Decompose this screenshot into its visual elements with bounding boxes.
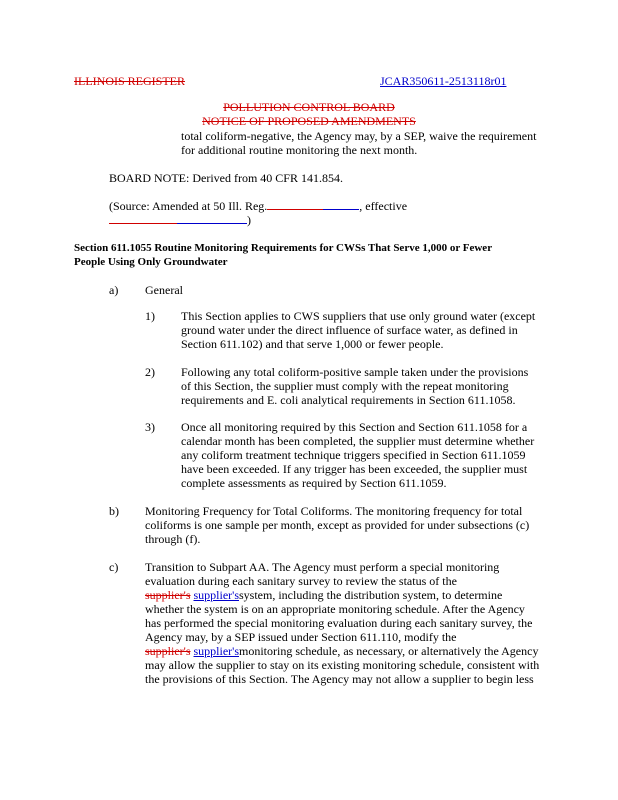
subsection-c-line-9: the provisions of this Section. The Agency may not allow a supplier to begin less xyxy=(145,672,534,686)
section-heading-line-2: People Using Only Groundwater xyxy=(74,256,228,268)
subsection-b-label: b) xyxy=(109,504,119,518)
subsection-c-line-2: evaluation during each sanitary survey to review the status of the xyxy=(145,574,457,588)
item-2-line: of this Section, the supplier must comply with the repeat monitoring xyxy=(181,379,509,393)
register-header: ILLINOIS REGISTER xyxy=(74,74,185,88)
reg-volume-blank xyxy=(267,209,323,210)
item-3-line: any coliform treatment technique triggers specified in Section 611.1059 xyxy=(181,448,526,462)
top-para-line-2: for additional routine monitoring the next month. xyxy=(181,143,418,157)
item-3-line: Once all monitoring required by this Section and Section 611.1058 for a xyxy=(181,420,528,434)
deleted-text: supplier's xyxy=(145,644,191,658)
reg-page-blank xyxy=(323,209,359,210)
effective-date-blank-deleted xyxy=(109,223,177,224)
board-title: POLLUTION CONTROL BOARD xyxy=(223,100,395,114)
item-3-line: have been exceeded. If any trigger has been exceeded, the supplier must xyxy=(181,462,528,476)
subsection-c-line-5: has performed the special monitoring evaluation during each sanitary survey, the xyxy=(145,616,533,630)
subsection-c-line-6: Agency may, by a SEP issued under Section 611.110, modify the xyxy=(145,630,457,644)
subsection-b-line: Monitoring Frequency for Total Coliforms. The monitoring frequency for total xyxy=(145,504,523,518)
source-line-2 xyxy=(109,213,251,227)
source-close: ) xyxy=(247,213,251,227)
source-effective: , effective xyxy=(359,199,408,213)
subsection-c-line-8: may allow the supplier to stay on its existing monitoring schedule, consistent with xyxy=(145,658,540,672)
subsection-c-line-7: supplier's supplier'smonitoring schedule, as necessary, or alternatively the Agency xyxy=(145,644,539,658)
source-line xyxy=(109,199,407,213)
jcar-code: JCAR350611-2513118r01 xyxy=(380,74,507,88)
top-para-line-1: total coliform-negative, the Agency may, by a SEP, waive the requirement xyxy=(181,129,537,143)
item-3-line: calendar month has been completed, the supplier must determine whether xyxy=(181,434,535,448)
item-1-line: This Section applies to CWS suppliers that use only ground water (except xyxy=(181,309,536,323)
deleted-text: supplier's xyxy=(145,588,191,602)
item-1-line: Section 611.102) and that serve 1,000 or fewer people. xyxy=(181,337,444,351)
item-2-number: 2) xyxy=(145,365,155,379)
subsection-c-line-1: Transition to Subpart AA. The Agency must perform a special monitoring xyxy=(145,560,500,574)
source-prefix: (Source: Amended at 50 Ill. Reg. xyxy=(109,199,268,213)
subsection-b-line: coliforms is one sample per month, except as provided for under subsections (c) xyxy=(145,518,530,532)
item-1-line: ground water under the direct influence of surface water, as defined in xyxy=(181,323,518,337)
effective-date-blank-inserted xyxy=(177,223,247,224)
item-1-number: 1) xyxy=(145,309,155,323)
item-3-number: 3) xyxy=(145,420,155,434)
board-note: BOARD NOTE: Derived from 40 CFR 141.854. xyxy=(109,171,343,185)
subsection-a-label: a) xyxy=(109,283,119,297)
subsection-c-line-4: whether the system is on an appropriate monitoring schedule. After the Agency xyxy=(145,602,525,616)
inserted-text: supplier's xyxy=(193,644,239,658)
subsection-c-line-3: supplier's supplier'ssystem, including the distribution system, to determine xyxy=(145,588,503,602)
subsection-c-label: c) xyxy=(109,560,119,574)
section-heading-line-1: Section 611.1055 Routine Monitoring Requirements for CWSs That Serve 1,000 or Fewer xyxy=(74,242,493,254)
subsection-a-title: General xyxy=(145,283,183,297)
item-3-line: complete assessments as required by Section 611.1059. xyxy=(181,476,447,490)
subsection-b-line: through (f). xyxy=(145,532,201,546)
notice-title: NOTICE OF PROPOSED AMENDMENTS xyxy=(202,114,416,128)
item-2-line: requirements and E. coli analytical requirements in Section 611.1058. xyxy=(181,393,516,407)
item-2-line: Following any total coliform-positive sample taken under the provisions xyxy=(181,365,529,379)
inserted-text: supplier's xyxy=(193,588,239,602)
